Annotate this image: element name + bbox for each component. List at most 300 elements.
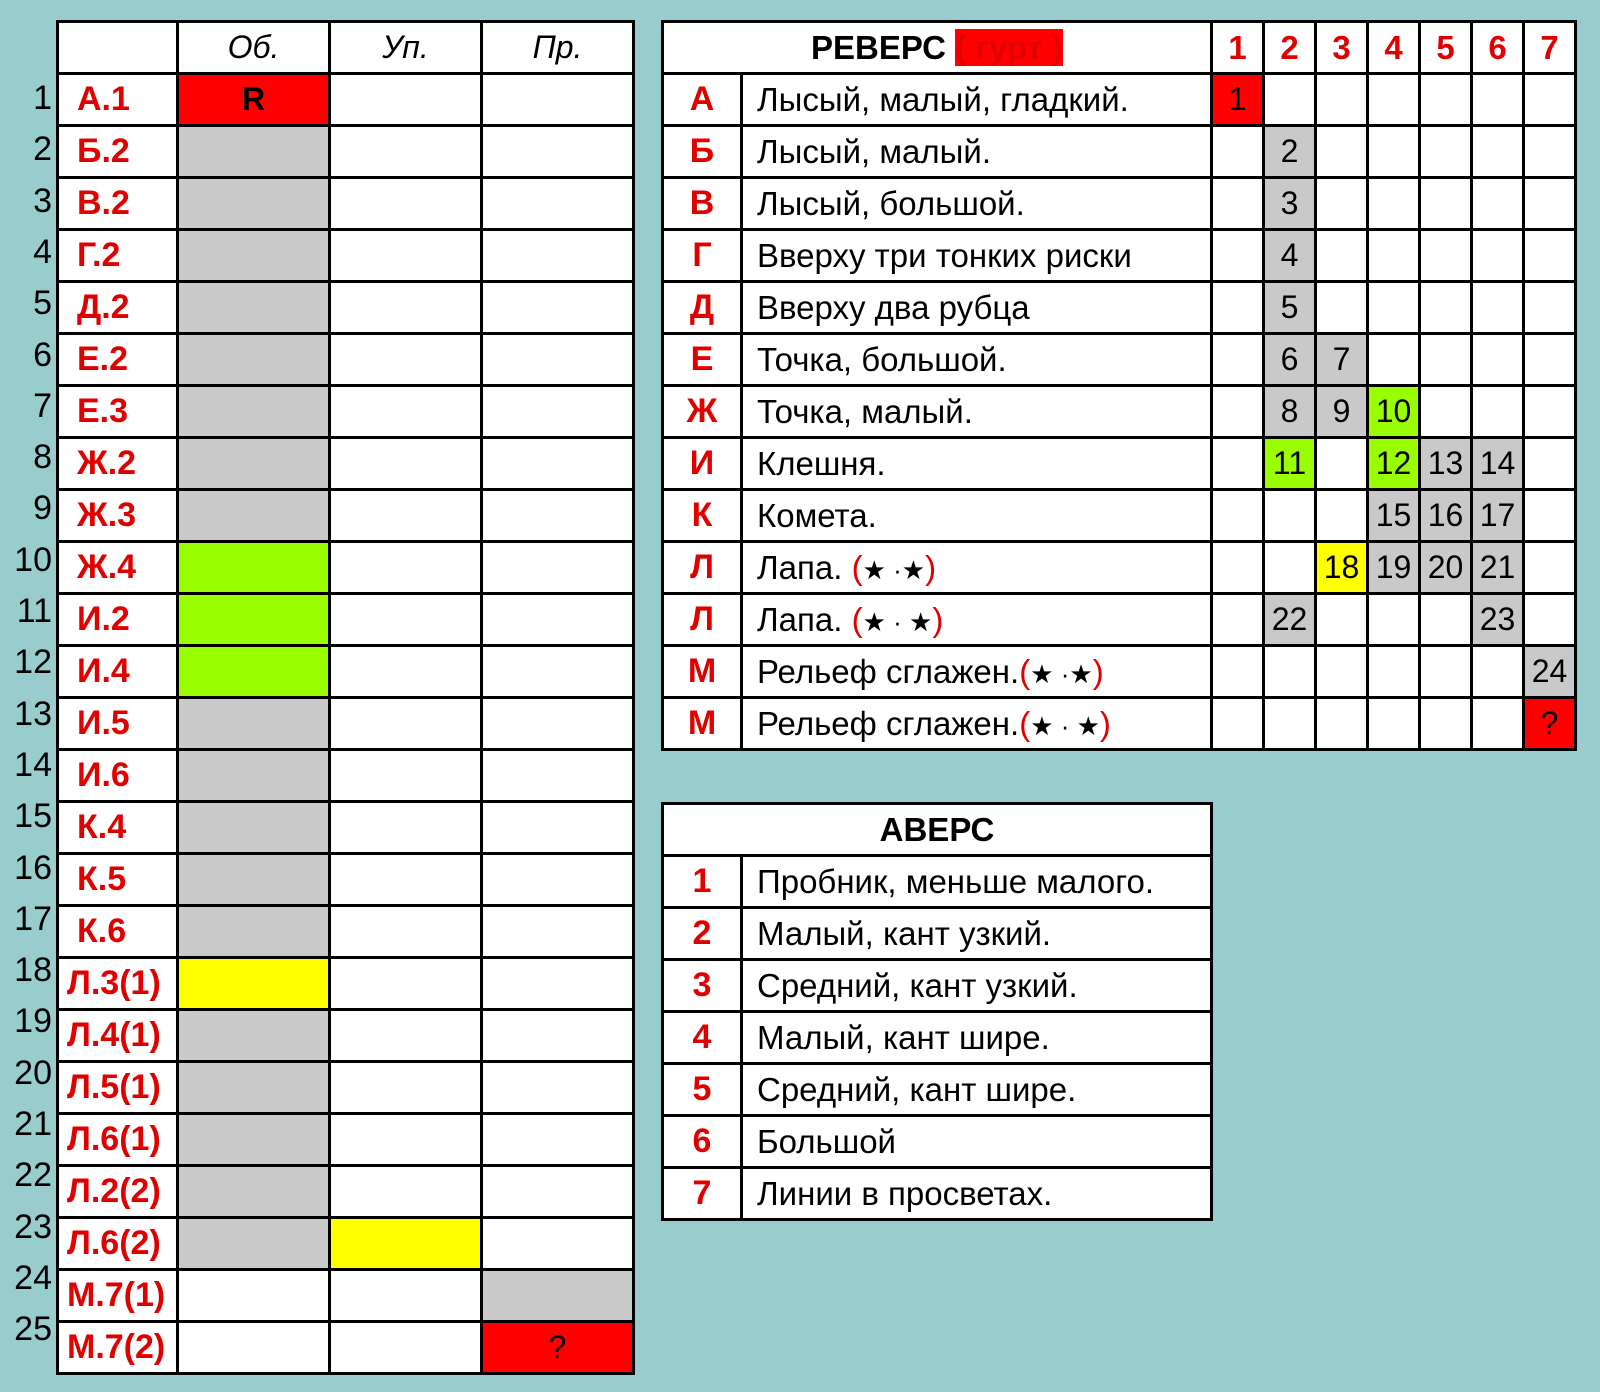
reverse-cell xyxy=(1264,698,1316,750)
table-row xyxy=(58,230,634,282)
table-row xyxy=(58,386,634,438)
table-row xyxy=(58,1166,634,1218)
row-number: 2 xyxy=(33,130,52,169)
reverse-desc xyxy=(742,282,1212,334)
classification-table xyxy=(56,20,635,1375)
table-row xyxy=(58,906,634,958)
reverse-cell xyxy=(1524,490,1576,542)
row-number: 6 xyxy=(33,335,52,374)
cell-up xyxy=(330,1062,482,1114)
table-row xyxy=(58,1322,634,1374)
reverse-row xyxy=(663,698,1576,750)
row-code: И.4 xyxy=(58,646,178,698)
reverse-cell xyxy=(1212,594,1264,646)
cell-pr xyxy=(482,334,634,386)
reverse-letter: Д xyxy=(663,282,742,334)
reverse-cell xyxy=(1212,490,1264,542)
cell-up xyxy=(330,230,482,282)
reverse-row xyxy=(663,230,1576,282)
star-marks: ★ · ★ xyxy=(1030,710,1100,741)
reverse-desc xyxy=(742,594,1212,646)
reverse-cell xyxy=(1212,126,1264,178)
cell-up xyxy=(330,282,482,334)
reverse-desc-text: Вверху два рубца xyxy=(757,288,1030,326)
row-code: В.2 xyxy=(58,178,178,230)
reverse-desc xyxy=(742,698,1212,750)
row-code: Г.2 xyxy=(58,230,178,282)
avers-num: 5 xyxy=(663,1064,742,1116)
cell-pr xyxy=(482,282,634,334)
reverse-row xyxy=(663,178,1576,230)
avers-num: 7 xyxy=(663,1168,742,1220)
reverse-cell xyxy=(1420,646,1472,698)
reverse-desc xyxy=(742,230,1212,282)
row-number: 4 xyxy=(33,232,52,271)
reverse-cell xyxy=(1212,698,1264,750)
reverse-letter: Г xyxy=(663,230,742,282)
avers-row xyxy=(663,856,1212,908)
cell-up xyxy=(330,1010,482,1062)
row-number: 16 xyxy=(14,848,52,887)
cell-ob xyxy=(178,438,330,490)
reverse-cell: 23 xyxy=(1472,594,1524,646)
cell-up xyxy=(330,126,482,178)
reverse-desc-text: Рельеф сглажен. xyxy=(757,704,1020,742)
cell-ob xyxy=(178,230,330,282)
avers-desc: Линии в просветах. xyxy=(742,1168,1212,1220)
row-number: 19 xyxy=(14,1002,52,1041)
reverse-row xyxy=(663,490,1576,542)
reverse-desc xyxy=(742,178,1212,230)
table-row xyxy=(58,594,634,646)
table-row xyxy=(58,74,634,126)
reverse-letter: Б xyxy=(663,126,742,178)
reverse-cell: 13 xyxy=(1420,438,1472,490)
row-number: 10 xyxy=(14,540,52,579)
reverse-cell: 4 xyxy=(1264,230,1316,282)
reverse-desc-text: Лапа. xyxy=(757,600,852,638)
reverse-row xyxy=(663,542,1576,594)
reverse-cell xyxy=(1212,646,1264,698)
reverse-letter: М xyxy=(663,698,742,750)
col-header-1: 1 xyxy=(1212,22,1264,74)
row-code: Л.3(1) xyxy=(58,958,178,1010)
table-row xyxy=(58,854,634,906)
table-row xyxy=(58,542,634,594)
reverse-cell xyxy=(1212,282,1264,334)
row-code: Е.2 xyxy=(58,334,178,386)
avers-desc: Средний, кант узкий. xyxy=(742,960,1212,1012)
row-number: 14 xyxy=(14,745,52,784)
reverse-row xyxy=(663,282,1576,334)
reverse-cell xyxy=(1368,178,1420,230)
reverse-cell xyxy=(1316,282,1368,334)
avers-num: 6 xyxy=(663,1116,742,1168)
avers-desc: Большой xyxy=(742,1116,1212,1168)
avers-header-row xyxy=(663,804,1212,856)
reverse-cell xyxy=(1472,646,1524,698)
cell-up xyxy=(330,958,482,1010)
reverse-cell xyxy=(1524,74,1576,126)
row-code: К.5 xyxy=(58,854,178,906)
reverse-cell xyxy=(1264,542,1316,594)
reverse-cell: 22 xyxy=(1264,594,1316,646)
reverse-cell: 10 xyxy=(1368,386,1420,438)
reverse-cell: 20 xyxy=(1420,542,1472,594)
row-number: 21 xyxy=(14,1105,52,1143)
table-row xyxy=(58,698,634,750)
reverse-cell: 2 xyxy=(1264,126,1316,178)
reverse-desc-text: Комета. xyxy=(757,496,877,534)
reverse-cell xyxy=(1212,178,1264,230)
reverse-cell xyxy=(1420,594,1472,646)
cell-ob xyxy=(178,802,330,854)
cell-ob xyxy=(178,1270,330,1322)
cell-pr xyxy=(482,802,634,854)
row-number: 23 xyxy=(14,1207,52,1246)
cell-up xyxy=(330,802,482,854)
row-code: И.2 xyxy=(58,594,178,646)
reverse-desc xyxy=(742,542,1212,594)
reverse-row xyxy=(663,646,1576,698)
row-code: Л.6(2) xyxy=(58,1218,178,1270)
reverse-cell xyxy=(1420,698,1472,750)
cell-pr xyxy=(482,958,634,1010)
cell-up xyxy=(330,1218,482,1270)
cell-pr xyxy=(482,854,634,906)
reverse-cell: 19 xyxy=(1368,542,1420,594)
reverse-cell xyxy=(1472,230,1524,282)
row-code: Л.5(1) xyxy=(58,1062,178,1114)
table-row xyxy=(58,1062,634,1114)
table-row xyxy=(58,646,634,698)
cell-up xyxy=(330,1322,482,1374)
cell-ob xyxy=(178,490,330,542)
reverse-cell: 8 xyxy=(1264,386,1316,438)
reverse-cell xyxy=(1212,334,1264,386)
avers-desc: Малый, кант узкий. xyxy=(742,908,1212,960)
reverse-cell xyxy=(1524,438,1576,490)
reverse-cell xyxy=(1368,74,1420,126)
reverse-cell: 24 xyxy=(1524,646,1576,698)
cell-pr xyxy=(482,1114,634,1166)
table-row xyxy=(58,490,634,542)
cell-ob xyxy=(178,958,330,1010)
reverse-cell: 12 xyxy=(1368,438,1420,490)
reverse-cell xyxy=(1264,74,1316,126)
reverse-desc xyxy=(742,438,1212,490)
reverse-cell xyxy=(1524,386,1576,438)
reverse-cell: 21 xyxy=(1472,542,1524,594)
cell-up xyxy=(330,698,482,750)
reverse-desc-text: Лапа. xyxy=(757,548,852,586)
row-number: 17 xyxy=(14,899,52,938)
star-marks: ★ ·★ xyxy=(862,554,926,585)
reverse-cell: 5 xyxy=(1264,282,1316,334)
cell-up xyxy=(330,386,482,438)
cell-ob xyxy=(178,178,330,230)
reverse-cell xyxy=(1524,126,1576,178)
cell-ob xyxy=(178,646,330,698)
reverse-cell xyxy=(1524,334,1576,386)
row-code: Л.6(1) xyxy=(58,1114,178,1166)
reverse-cell: 16 xyxy=(1420,490,1472,542)
reverse-title-sub: ( гурт ) xyxy=(955,28,1063,66)
reverse-cell xyxy=(1472,74,1524,126)
cell-up xyxy=(330,1270,482,1322)
row-number: 1 xyxy=(33,79,52,117)
col-header-7: 7 xyxy=(1524,22,1576,74)
reverse-cell xyxy=(1420,230,1472,282)
row-code: А.1 xyxy=(58,74,178,126)
row-code: Ж.3 xyxy=(58,490,178,542)
avers-num: 3 xyxy=(663,960,742,1012)
cell-pr xyxy=(482,1166,634,1218)
reverse-letter: Е xyxy=(663,334,742,386)
cell-pr xyxy=(482,178,634,230)
reverse-cell: 3 xyxy=(1264,178,1316,230)
paren-open: ( xyxy=(1019,704,1031,742)
avers-row xyxy=(663,960,1212,1012)
table-row xyxy=(58,1218,634,1270)
row-number: 3 xyxy=(33,181,52,220)
row-number: 9 xyxy=(33,489,52,528)
cell-pr xyxy=(482,542,634,594)
reverse-cell xyxy=(1368,698,1420,750)
paren-open: ( xyxy=(851,548,863,586)
reverse-cell xyxy=(1264,490,1316,542)
reverse-cell xyxy=(1316,490,1368,542)
row-code: М.7(1) xyxy=(58,1270,178,1322)
cell-pr xyxy=(482,490,634,542)
cell-up xyxy=(330,542,482,594)
col-header-2: 2 xyxy=(1264,22,1316,74)
reverse-letter: В xyxy=(663,178,742,230)
reverse-desc xyxy=(742,126,1212,178)
row-number: 13 xyxy=(14,694,52,733)
row-code: Л.2(2) xyxy=(58,1166,178,1218)
table-row xyxy=(58,1010,634,1062)
paren-open: ( xyxy=(851,600,863,638)
cell-ob xyxy=(178,750,330,802)
reverse-letter: Л xyxy=(663,542,742,594)
cell-pr xyxy=(482,750,634,802)
table-row xyxy=(58,178,634,230)
cell-ob xyxy=(178,698,330,750)
reverse-cell xyxy=(1316,594,1368,646)
row-code: Е.3 xyxy=(58,386,178,438)
avers-desc: Пробник, меньше малого. xyxy=(742,856,1212,908)
row-code: К.6 xyxy=(58,906,178,958)
row-number: 11 xyxy=(16,592,52,630)
row-number: 8 xyxy=(33,438,52,477)
cell-up xyxy=(330,1114,482,1166)
table-row xyxy=(58,1114,634,1166)
cell-pr xyxy=(482,594,634,646)
avers-row xyxy=(663,1116,1212,1168)
reverse-letter: М xyxy=(663,646,742,698)
reverse-row xyxy=(663,74,1576,126)
table-row xyxy=(58,438,634,490)
row-number: 24 xyxy=(14,1258,52,1297)
cell-pr xyxy=(482,1062,634,1114)
reverse-desc-text: Лысый, малый, гладкий. xyxy=(757,80,1129,118)
avers-row xyxy=(663,908,1212,960)
table-row xyxy=(58,282,634,334)
row-number: 18 xyxy=(14,951,52,990)
row-code: И.5 xyxy=(58,698,178,750)
avers-desc: Средний, кант шире. xyxy=(742,1064,1212,1116)
reverse-cell: 7 xyxy=(1316,334,1368,386)
cell-pr xyxy=(482,74,634,126)
table-row xyxy=(58,958,634,1010)
cell-pr xyxy=(482,386,634,438)
reverse-cell xyxy=(1472,698,1524,750)
reverse-cell: 17 xyxy=(1472,490,1524,542)
reverse-title xyxy=(663,22,1212,74)
reverse-cell xyxy=(1420,126,1472,178)
reverse-cell xyxy=(1212,542,1264,594)
table-row xyxy=(58,1270,634,1322)
cell-ob xyxy=(178,1010,330,1062)
table-header-row xyxy=(58,22,634,74)
reverse-cell xyxy=(1524,230,1576,282)
reverse-cell xyxy=(1524,178,1576,230)
paren-close: ) xyxy=(925,548,937,586)
cell-ob xyxy=(178,906,330,958)
reverse-row xyxy=(663,126,1576,178)
reverse-cell xyxy=(1420,282,1472,334)
cell-ob xyxy=(178,1218,330,1270)
reverse-desc xyxy=(742,334,1212,386)
reverse-header-row xyxy=(663,22,1576,74)
reverse-cell xyxy=(1212,386,1264,438)
row-number: 20 xyxy=(14,1053,52,1092)
reverse-cell xyxy=(1472,386,1524,438)
row-code: Ж.2 xyxy=(58,438,178,490)
reverse-cell xyxy=(1316,178,1368,230)
reverse-cell xyxy=(1368,646,1420,698)
cell-ob xyxy=(178,1166,330,1218)
reverse-desc-text: Лысый, большой. xyxy=(757,184,1025,222)
reverse-desc-text: Точка, малый. xyxy=(757,392,973,430)
row-code: Б.2 xyxy=(58,126,178,178)
reverse-row xyxy=(663,594,1576,646)
cell-up xyxy=(330,594,482,646)
cell-ob xyxy=(178,1062,330,1114)
col-header-4: 4 xyxy=(1368,22,1420,74)
reverse-cell xyxy=(1472,126,1524,178)
avers-row xyxy=(663,1012,1212,1064)
reverse-desc xyxy=(742,646,1212,698)
reverse-cell xyxy=(1420,178,1472,230)
reverse-cell: ? xyxy=(1524,698,1576,750)
reverse-letter: А xyxy=(663,74,742,126)
star-marks: ★ · ★ xyxy=(862,606,933,637)
row-number: 12 xyxy=(14,643,52,682)
reverse-cell xyxy=(1316,698,1368,750)
cell-ob xyxy=(178,282,330,334)
cell-up xyxy=(330,906,482,958)
reverse-cell: 14 xyxy=(1472,438,1524,490)
reverse-desc-text: Точка, большой. xyxy=(757,340,1007,378)
cell-up xyxy=(330,178,482,230)
row-code: Ж.4 xyxy=(58,542,178,594)
reverse-row xyxy=(663,438,1576,490)
avers-table xyxy=(661,802,1213,1221)
reverse-desc xyxy=(742,74,1212,126)
header-empty xyxy=(58,22,178,74)
cell-up xyxy=(330,490,482,542)
reverse-cell xyxy=(1472,282,1524,334)
row-number: 15 xyxy=(14,797,52,836)
cell-ob xyxy=(178,334,330,386)
cell-ob: R xyxy=(178,74,330,126)
cell-ob xyxy=(178,126,330,178)
reverse-cell: 9 xyxy=(1316,386,1368,438)
reverse-cell xyxy=(1524,542,1576,594)
cell-pr xyxy=(482,1270,634,1322)
row-code: М.7(2) xyxy=(58,1322,178,1374)
reverse-letter: Л xyxy=(663,594,742,646)
row-code: Л.4(1) xyxy=(58,1010,178,1062)
cell-pr xyxy=(482,698,634,750)
reverse-cell xyxy=(1420,74,1472,126)
row-code: И.6 xyxy=(58,750,178,802)
reverse-letter: Ж xyxy=(663,386,742,438)
avers-num: 2 xyxy=(663,908,742,960)
cell-pr xyxy=(482,646,634,698)
header-pr: Пр. xyxy=(482,22,634,74)
reverse-cell xyxy=(1368,334,1420,386)
avers-row xyxy=(663,1168,1212,1220)
reverse-desc xyxy=(742,386,1212,438)
cell-up xyxy=(330,438,482,490)
row-number: 22 xyxy=(14,1156,52,1195)
reverse-cell xyxy=(1316,230,1368,282)
avers-num: 1 xyxy=(663,856,742,908)
reverse-cell: 15 xyxy=(1368,490,1420,542)
reverse-cell xyxy=(1524,282,1576,334)
reverse-cell xyxy=(1368,594,1420,646)
paren-close: ) xyxy=(1092,652,1104,690)
reverse-cell xyxy=(1316,74,1368,126)
reverse-desc-text: Рельеф сглажен. xyxy=(757,652,1020,690)
paren-close: ) xyxy=(1099,704,1111,742)
reverse-cell xyxy=(1472,334,1524,386)
avers-title: АВЕРС xyxy=(663,804,1212,856)
row-number: 7 xyxy=(33,386,52,425)
reverse-cell xyxy=(1472,178,1524,230)
reverse-cell xyxy=(1524,594,1576,646)
col-header-3: 3 xyxy=(1316,22,1368,74)
reverse-row xyxy=(663,386,1576,438)
avers-desc: Малый, кант шире. xyxy=(742,1012,1212,1064)
reverse-cell xyxy=(1212,230,1264,282)
reverse-row xyxy=(663,334,1576,386)
cell-pr xyxy=(482,1218,634,1270)
reverse-desc xyxy=(742,490,1212,542)
reverse-desc-text: Вверху три тонких риски xyxy=(757,236,1132,274)
cell-ob xyxy=(178,386,330,438)
header-ob: Об. xyxy=(178,22,330,74)
cell-ob xyxy=(178,1322,330,1374)
reverse-cell xyxy=(1420,334,1472,386)
col-header-6: 6 xyxy=(1472,22,1524,74)
table-row xyxy=(58,802,634,854)
reverse-cell xyxy=(1316,646,1368,698)
reverse-cell xyxy=(1316,438,1368,490)
